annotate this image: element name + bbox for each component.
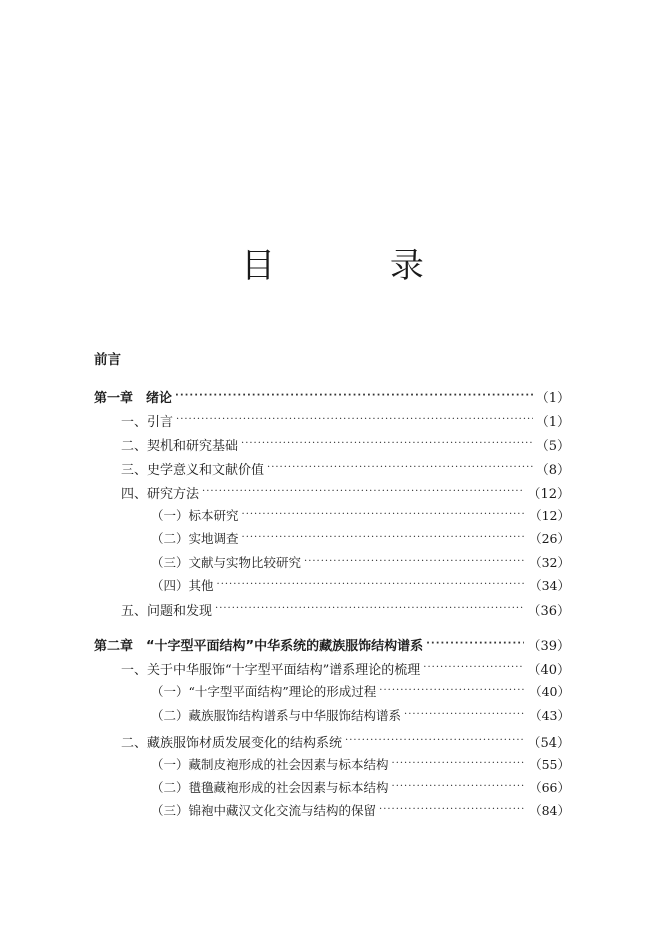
toc-entry-text: （二）实地调查 xyxy=(151,531,239,546)
toc-entry xyxy=(121,658,570,678)
toc-entry xyxy=(151,800,570,820)
leader-dots xyxy=(241,434,533,454)
leader-dots xyxy=(242,528,527,548)
toc-entry xyxy=(121,458,570,478)
toc-entry-text: （一）“十字型平面结构”理论的形成过程 xyxy=(151,684,377,699)
toc-entry-page: （36） xyxy=(527,603,570,619)
toc-entry xyxy=(121,599,570,619)
preface-label: 前言 xyxy=(94,352,121,368)
toc-entry-text: 一、关于中华服饰“十字型平面结构”谱系理论的梳理 xyxy=(121,662,421,678)
toc-entry xyxy=(151,705,570,725)
leader-dots xyxy=(304,552,526,572)
toc-entry-text: （二）藏族服饰结构谱系与中华服饰结构谱系 xyxy=(151,708,402,723)
toc-entry xyxy=(94,634,570,654)
toc-entry-page: （26） xyxy=(529,531,570,546)
toc-entry xyxy=(151,552,570,572)
toc-entry-page: （1） xyxy=(535,414,570,430)
toc-entry-page: （40） xyxy=(527,662,570,678)
leader-dots xyxy=(217,575,527,595)
toc-entry xyxy=(151,505,570,525)
toc-entry-page: （8） xyxy=(535,462,570,478)
toc-entry-page: （55） xyxy=(529,757,570,772)
toc-entry-page: （54） xyxy=(527,735,570,751)
toc-entry-page: （34） xyxy=(529,578,570,593)
toc-entry-text: 一、引言 xyxy=(121,414,174,430)
leader-dots xyxy=(175,386,533,406)
leader-dots xyxy=(242,505,527,525)
toc-entry xyxy=(151,777,570,797)
toc-entry-page: （39） xyxy=(527,638,570,654)
toc-entry xyxy=(151,681,570,701)
leader-dots xyxy=(379,681,526,701)
toc-entry xyxy=(121,482,570,502)
toc-entry xyxy=(121,731,570,751)
leader-dots xyxy=(392,777,527,797)
toc-entry xyxy=(121,434,570,454)
leader-dots xyxy=(379,800,526,820)
toc-entry-text: （三）文献与实物比较研究 xyxy=(151,555,302,570)
toc-entry xyxy=(151,754,570,774)
toc-entry-text: 二、契机和研究基础 xyxy=(121,438,239,454)
leader-dots xyxy=(215,599,524,619)
toc-entry xyxy=(151,528,570,548)
leader-dots xyxy=(267,458,533,478)
toc-entry-text: 第二章 “十字型平面结构”中华系统的藏族服饰结构谱系 xyxy=(94,638,424,654)
toc-entry-page: （12） xyxy=(529,508,570,523)
toc-entry-text: （四）其他 xyxy=(151,578,214,593)
toc-entry-text: 三、史学意义和文献价值 xyxy=(121,462,265,478)
leader-dots xyxy=(392,754,527,774)
toc-entry-page: （1） xyxy=(535,390,570,406)
leader-dots xyxy=(423,658,524,678)
toc-entry xyxy=(121,410,570,430)
leader-dots xyxy=(345,731,524,751)
leader-dots xyxy=(176,410,533,430)
toc-entry-text: 二、藏族服饰材质发展变化的结构系统 xyxy=(121,735,343,751)
leader-dots xyxy=(426,634,524,654)
toc-entry-text: （一）藏制皮袍形成的社会因素与标本结构 xyxy=(151,757,389,772)
toc-entry-text: （二）氆氇藏袍形成的社会因素与标本结构 xyxy=(151,780,389,795)
leader-dots xyxy=(202,482,524,502)
toc-entry-text: 四、研究方法 xyxy=(121,486,200,502)
toc-entry-page: （5） xyxy=(535,438,570,454)
toc-entry-text: （三）锦袍中藏汉文化交流与结构的保留 xyxy=(151,803,377,818)
toc-entry-page: （66） xyxy=(529,780,570,795)
page-title: 目 录 xyxy=(241,246,476,286)
toc-entry xyxy=(151,575,570,595)
toc-entry-page: （43） xyxy=(529,708,570,723)
leader-dots xyxy=(404,705,526,725)
toc-entry-page: （84） xyxy=(529,803,570,818)
toc-entry-text: （一）标本研究 xyxy=(151,508,239,523)
toc-entry-page: （40） xyxy=(529,684,570,699)
toc-entry-page: （12） xyxy=(527,486,570,502)
toc-entry-text: 第一章 绪论 xyxy=(94,390,173,406)
toc-entry-page: （32） xyxy=(529,555,570,570)
toc-entry-text: 五、问题和发现 xyxy=(121,603,213,619)
toc-entry xyxy=(94,386,570,406)
